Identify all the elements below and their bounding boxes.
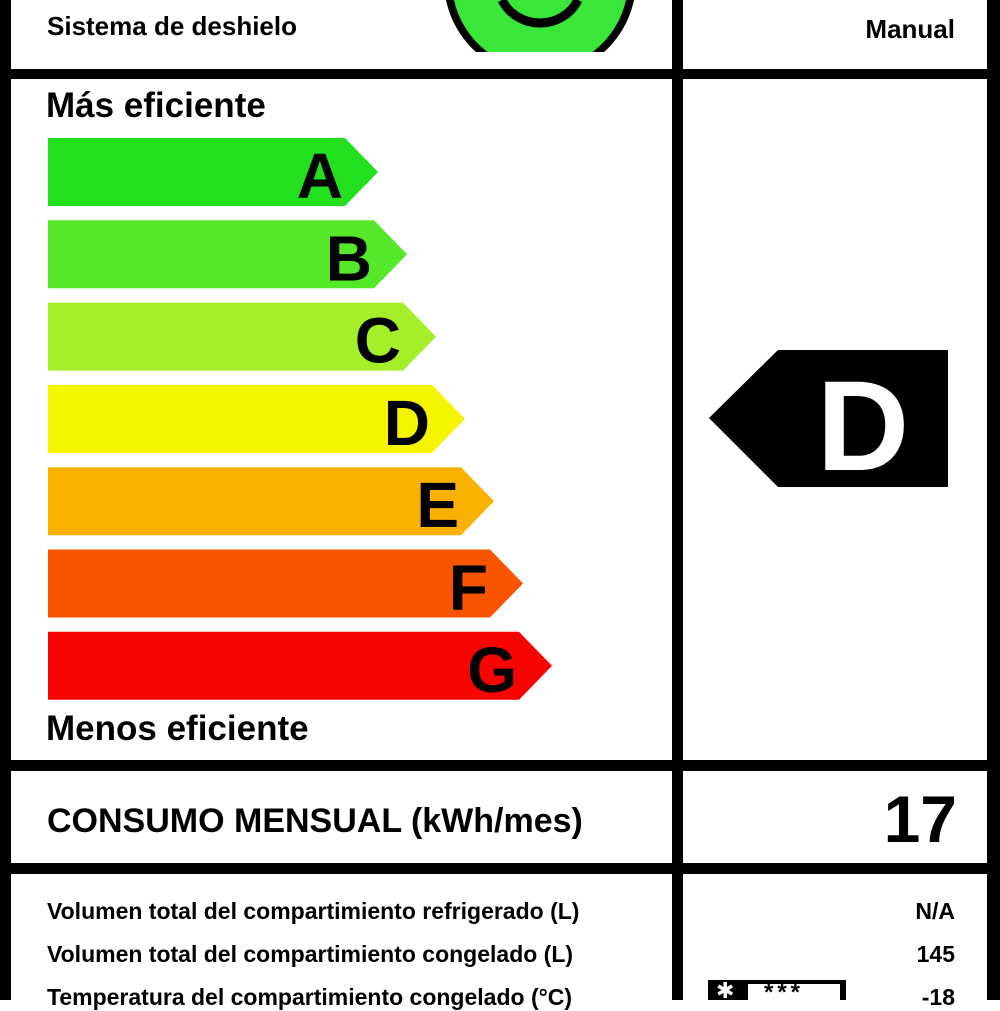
freezer-star-icon: ✱ *** [708, 980, 846, 1000]
row-divider-3 [0, 863, 1000, 874]
efficiency-bar-letter: A [296, 140, 343, 212]
scale-top-label: Más eficiente [46, 86, 266, 125]
efficiency-bar-c [48, 303, 436, 377]
efficiency-bar-d [48, 385, 465, 459]
scale-bottom-label: Menos eficiente [46, 709, 309, 748]
efficiency-bar-f [48, 550, 523, 624]
spec-value-frozen: 145 [916, 941, 955, 967]
spec-value-refrigerated: N/A [915, 898, 955, 924]
spec-label-frozen: Volumen total del compartimiento congelado (L) [47, 941, 574, 967]
efficiency-bar-letter: G [467, 633, 517, 706]
efficiency-bar-letter: C [354, 304, 401, 377]
efficiency-bar-letter: F [448, 551, 488, 624]
efficiency-bar-e [48, 467, 494, 541]
row-divider-2 [0, 760, 1000, 771]
rating-letter: D [816, 355, 910, 498]
efficiency-bar-letter: B [325, 222, 372, 295]
rating-arrow [683, 79, 987, 760]
consumption-value: 17 [883, 782, 957, 856]
efficiency-bar-letter: E [416, 469, 459, 542]
frame-middle-divider [672, 0, 683, 1000]
defrost-value: Manual [865, 14, 955, 44]
efficiency-bar-a [48, 138, 378, 212]
efficiency-bar-letter: D [383, 386, 430, 459]
efficiency-bar-g [48, 632, 552, 706]
efficiency-bar-b [48, 220, 407, 294]
consumption-label: CONSUMO MENSUAL (kWh/mes) [47, 802, 583, 840]
spec-label-refrigerated: Volumen total del compartimiento refrigerado (L) [47, 898, 580, 924]
spec-label-temperature: Temperatura del compartimiento congelado (°C) [47, 984, 573, 1010]
freezer-stars: *** [764, 980, 805, 1000]
defrost-label: Sistema de deshielo [47, 11, 297, 41]
frame-right-border [987, 0, 1000, 1000]
spec-value-temperature: -18 [921, 984, 955, 1010]
